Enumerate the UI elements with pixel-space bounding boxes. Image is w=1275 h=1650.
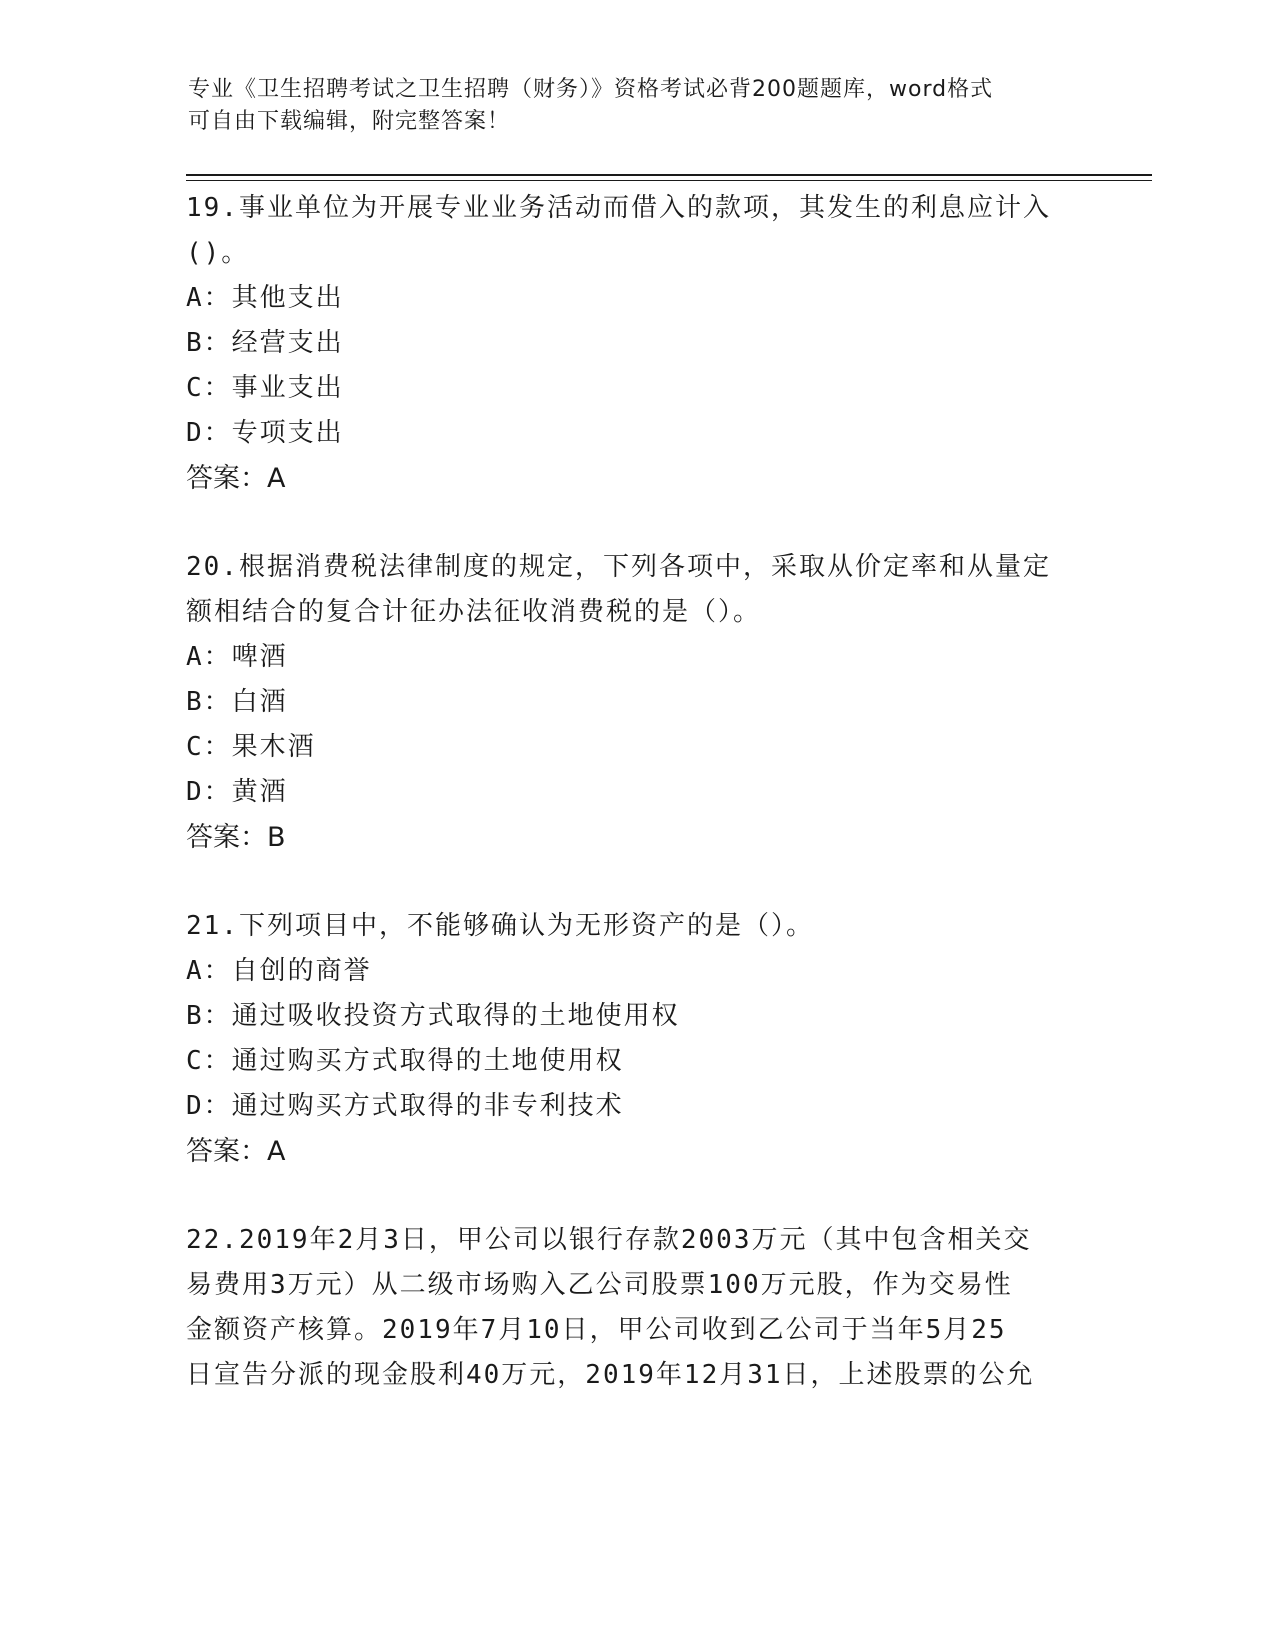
option-b: B：经营支出 — [186, 328, 344, 358]
option-d: D：专项支出 — [186, 418, 344, 448]
option-c: C：通过购买方式取得的土地使用权 — [186, 1046, 624, 1076]
question-stem-line: 21.下列项目中，不能够确认为无形资产的是（）。 — [186, 911, 814, 941]
answer-line: 答案：A — [186, 1136, 286, 1167]
page-header — [188, 74, 1088, 138]
header-divider-thick — [186, 174, 1152, 176]
question-stem-line: 金额资产核算。2019年7月10日，甲公司收到乙公司于当年5月25 — [186, 1315, 1007, 1345]
question-list — [186, 186, 1086, 1398]
option-d: D：通过购买方式取得的非专利技术 — [186, 1091, 624, 1121]
answer-line: 答案：B — [186, 822, 286, 853]
option-d: D：黄酒 — [186, 777, 288, 807]
option-a: A：其他支出 — [186, 283, 344, 313]
question-stem-line: 19.事业单位为开展专业业务活动而借入的款项，其发生的利息应计入 — [186, 193, 1051, 223]
question-stem-line: ()。 — [186, 238, 250, 268]
question-spacer — [186, 501, 1086, 545]
question-22 — [186, 1218, 1086, 1398]
option-c: C：果木酒 — [186, 732, 316, 762]
header-title-line-1: 专业《卫生招聘考试之卫生招聘（财务）》资格考试必背200题题库，word格式 — [188, 77, 994, 102]
option-b: B：通过吸收投资方式取得的土地使用权 — [186, 1001, 680, 1031]
option-a: A：啤酒 — [186, 642, 288, 672]
question-stem-line: 日宣告分派的现金股利40万元，2019年12月31日，上述股票的公允 — [186, 1360, 1035, 1390]
header-divider-thin — [186, 180, 1152, 181]
question-spacer — [186, 1174, 1086, 1218]
question-spacer — [186, 860, 1086, 904]
question-stem-line: 20.根据消费税法律制度的规定，下列各项中，采取从价定率和从量定 — [186, 552, 1051, 582]
answer-line: 答案：A — [186, 463, 286, 494]
question-stem-line: 易费用3万元）从二级市场购入乙公司股票100万元股，作为交易性 — [186, 1270, 1013, 1300]
header-title-line-2: 可自由下载编辑，附完整答案！ — [188, 109, 511, 134]
question-stem-line: 22.2019年2月3日，甲公司以银行存款2003万元（其中包含相关交 — [186, 1225, 1032, 1255]
question-stem-line: 额相结合的复合计征办法征收消费税的是（）。 — [186, 597, 762, 627]
option-a: A：自创的商誉 — [186, 956, 372, 986]
question-20 — [186, 545, 1086, 860]
question-21 — [186, 904, 1086, 1174]
option-b: B：白酒 — [186, 687, 288, 717]
question-19 — [186, 186, 1086, 501]
option-c: C：事业支出 — [186, 373, 344, 403]
